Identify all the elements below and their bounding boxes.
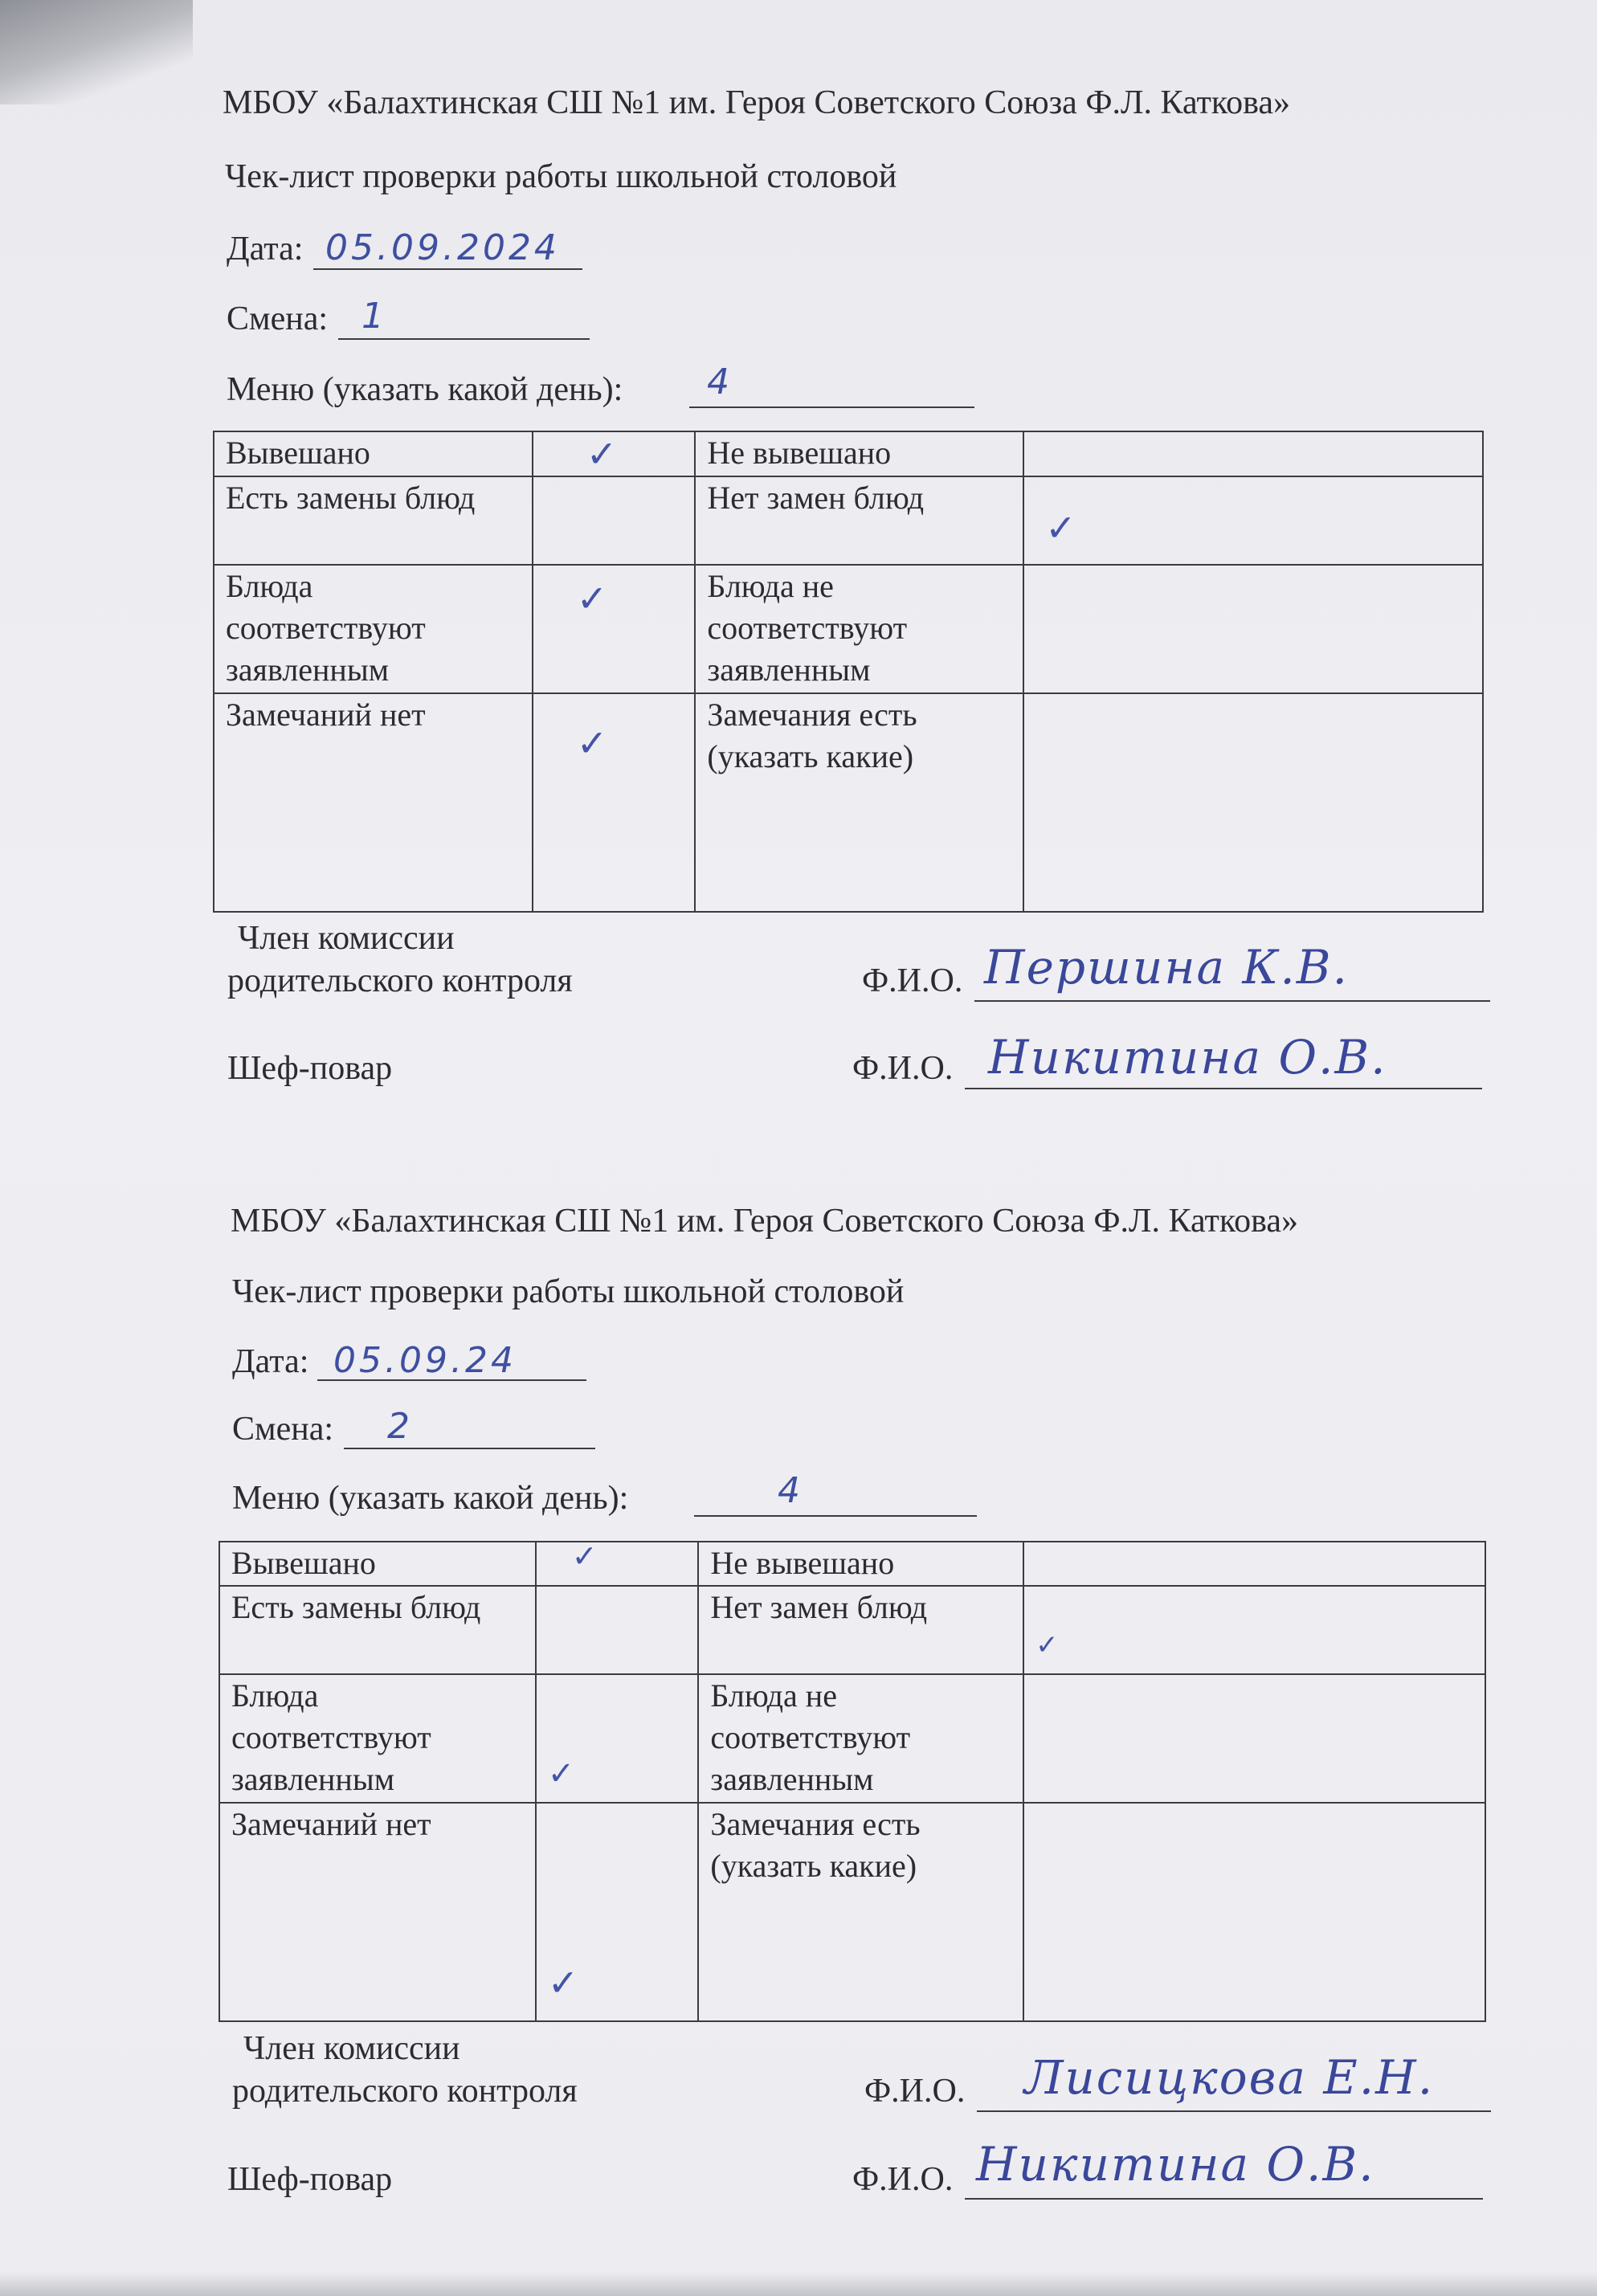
check-mark-icon: ✓ bbox=[1045, 506, 1076, 549]
member-signature: Лисицкова Е.Н. bbox=[1024, 2050, 1435, 2105]
chef-label: Шеф-повар bbox=[227, 2161, 393, 2198]
table-row bbox=[219, 1542, 1485, 1586]
member-label-line-2: родительского контроля bbox=[227, 962, 573, 999]
page-edge bbox=[0, 2272, 1597, 2296]
table-row bbox=[219, 1586, 1485, 1674]
school-name: МБОУ «Балахтинская СШ №1 им. Героя Советского Союза Ф.Л. Каткова» bbox=[223, 84, 1291, 121]
chef-label: Шеф-повар bbox=[227, 1050, 393, 1087]
table-row bbox=[219, 1803, 1485, 2021]
shift-field[interactable] bbox=[344, 1412, 595, 1449]
cell-label: Блюда не соответствуют заявленным bbox=[695, 565, 1023, 693]
shift-label: Смена: bbox=[227, 300, 329, 337]
form-title: Чек-лист проверки работы школьной столовой bbox=[225, 158, 897, 195]
member-label-line-1: Член комиссии bbox=[238, 920, 455, 957]
cell-label: Блюда не соответствуют заявленным bbox=[698, 1674, 1023, 1803]
member-signature: Першина К.В. bbox=[984, 940, 1349, 995]
chef-signature: Никитина О.В. bbox=[976, 2137, 1375, 2192]
checklist-table bbox=[219, 1538, 1486, 2022]
check-mark-icon: ✓ bbox=[547, 1755, 575, 1792]
date-label: Дата: bbox=[227, 231, 304, 268]
cell-checkbox[interactable] bbox=[1023, 1586, 1485, 1674]
cell-label: Нет замен блюд bbox=[695, 476, 1023, 565]
menu-label: Меню (указать какой день): bbox=[232, 1480, 629, 1517]
table-row bbox=[214, 431, 1483, 476]
cell-checkbox[interactable] bbox=[533, 431, 696, 476]
cell-checkbox[interactable] bbox=[1023, 565, 1483, 693]
table-row bbox=[214, 476, 1483, 565]
cell-label: Замечаний нет bbox=[219, 1803, 536, 2021]
cell-label: Блюда соответствуют заявленным bbox=[214, 565, 533, 693]
cell-label: Замечания есть (указать какие) bbox=[698, 1803, 1023, 2021]
checklist-table bbox=[213, 431, 1484, 913]
cell-checkbox[interactable] bbox=[1023, 693, 1483, 912]
check-mark-icon: ✓ bbox=[586, 432, 618, 476]
cell-label: Вывешано bbox=[219, 1542, 536, 1586]
cell-checkbox[interactable] bbox=[536, 1586, 699, 1674]
cell-label: Есть замены блюд bbox=[214, 476, 533, 565]
cell-label: Замечаний нет bbox=[214, 693, 533, 912]
chef-signature: Никитина О.В. bbox=[988, 1030, 1387, 1085]
cell-label: Замечания есть (указать какие) bbox=[695, 693, 1023, 912]
cell-checkbox[interactable] bbox=[533, 476, 696, 565]
menu-field[interactable] bbox=[694, 1480, 977, 1517]
school-name: МБОУ «Балахтинская СШ №1 им. Героя Советского Союза Ф.Л. Каткова» bbox=[231, 1203, 1299, 1240]
cell-label: Есть замены блюд bbox=[219, 1586, 536, 1674]
check-mark-icon: ✓ bbox=[547, 1961, 579, 2004]
cell-label: Нет замен блюд bbox=[698, 1586, 1023, 1674]
check-mark-icon: ✓ bbox=[1035, 1629, 1059, 1661]
cell-checkbox[interactable] bbox=[536, 1803, 699, 2021]
cell-checkbox[interactable] bbox=[1023, 1803, 1485, 2021]
check-mark-icon: ✓ bbox=[576, 577, 608, 620]
member-label-line-1: Член комиссии bbox=[243, 2030, 460, 2067]
table-row bbox=[214, 693, 1483, 912]
fio-label: Ф.И.О. bbox=[852, 1050, 954, 1087]
cell-checkbox[interactable] bbox=[1023, 476, 1483, 565]
member-label-line-2: родительского контроля bbox=[232, 2073, 578, 2110]
form-title: Чек-лист проверки работы школьной столовой bbox=[232, 1273, 905, 1310]
shift-label: Смена: bbox=[232, 1411, 334, 1448]
cell-checkbox[interactable] bbox=[1023, 431, 1483, 476]
fio-label: Ф.И.О. bbox=[862, 962, 963, 999]
date-value: 05.09.2024 bbox=[325, 227, 560, 268]
cell-label: Блюда соответствуют заявленным bbox=[219, 1674, 536, 1803]
fio-label: Ф.И.О. bbox=[852, 2161, 954, 2198]
fio-label: Ф.И.О. bbox=[864, 2073, 966, 2110]
folded-corner bbox=[0, 0, 193, 104]
cell-checkbox[interactable] bbox=[1023, 1542, 1485, 1586]
cell-label: Не вывешано bbox=[695, 431, 1023, 476]
check-mark-icon: ✓ bbox=[576, 721, 608, 765]
cell-checkbox[interactable] bbox=[536, 1674, 699, 1803]
cell-label: Не вывешано bbox=[698, 1542, 1023, 1586]
cell-checkbox[interactable] bbox=[536, 1538, 699, 1586]
menu-value: 4 bbox=[778, 1470, 803, 1511]
shift-value: 1 bbox=[361, 296, 387, 337]
menu-label: Меню (указать какой день): bbox=[227, 371, 623, 408]
date-label: Дата: bbox=[232, 1343, 309, 1380]
cell-checkbox[interactable] bbox=[1023, 1674, 1485, 1803]
check-mark-icon: ✓ bbox=[571, 1538, 598, 1574]
cell-label: Вывешано bbox=[214, 431, 533, 476]
shift-value: 2 bbox=[387, 1406, 413, 1447]
cell-checkbox[interactable] bbox=[533, 565, 696, 693]
cell-checkbox[interactable] bbox=[533, 693, 696, 912]
table-row bbox=[214, 565, 1483, 693]
date-value: 05.09.24 bbox=[333, 1340, 517, 1381]
menu-value: 4 bbox=[707, 362, 733, 402]
table-row bbox=[219, 1674, 1485, 1803]
